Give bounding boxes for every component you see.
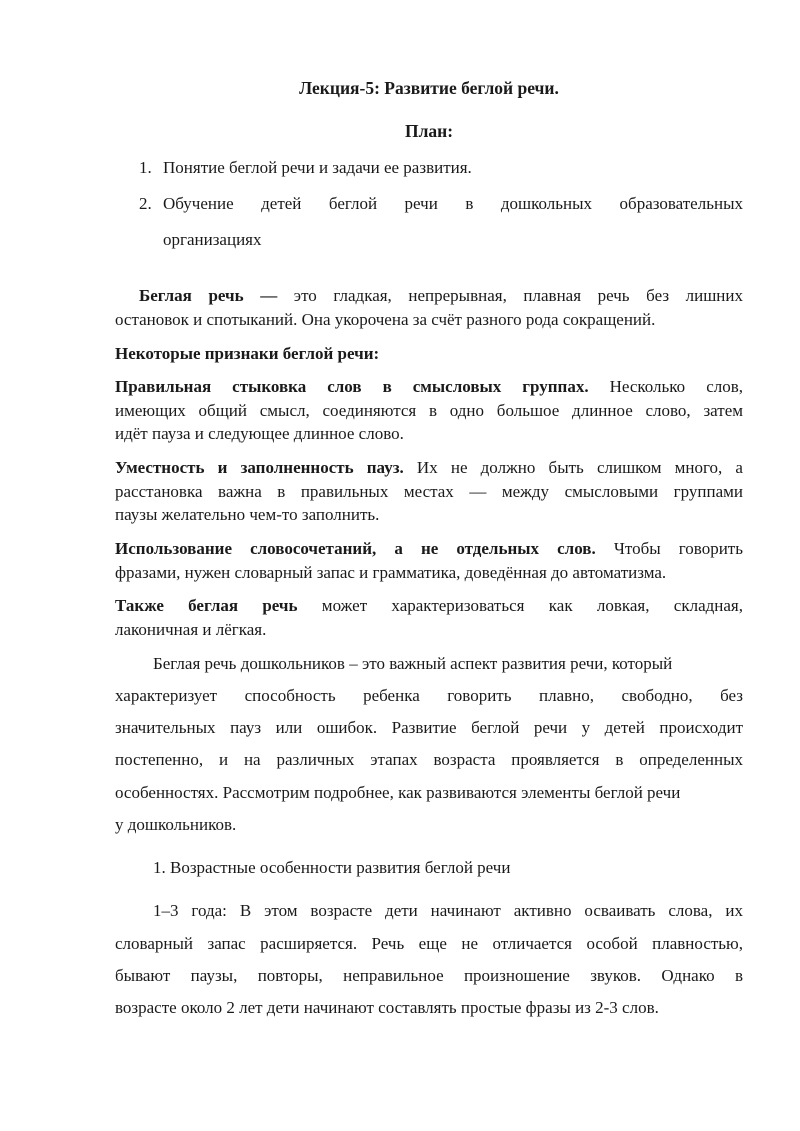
text-line: 1–3 года: В этом возрасте дети начинают активно осваивать слова, их xyxy=(153,901,743,920)
text-line: возрасте около 2 лет дети начинают составлять простые фразы из 2-3 слов. xyxy=(115,998,659,1017)
text-line: фразами, нужен словарный запас и грамматика, доведённая до автоматизма. xyxy=(115,563,667,582)
text-line: Также беглая речь может характеризоваться как ловкая, складная, xyxy=(115,596,743,615)
text-line: Использование словосочетаний, а не отдельных слов. Чтобы говорить xyxy=(115,539,743,558)
text-line: бывают паузы, повторы, неправильное произношение звуков. Однако в xyxy=(115,966,743,985)
text-line: характеризует способность ребенка говорить плавно, свободно, без xyxy=(115,686,743,705)
plan-item-text: Понятие беглой речи и задачи ее развития. xyxy=(163,158,472,177)
plan-item-number: 1. xyxy=(139,158,152,177)
text-line: словарный запас расширяется. Речь еще не отличается особой плавностью, xyxy=(115,934,743,953)
section-heading: 1. Возрастные особенности развития беглой речи xyxy=(153,858,511,877)
text-line: Беглая речь дошкольников – это важный аспект развития речи, который xyxy=(153,654,673,673)
text-line: имеющих общий смысл, соединяются в одно большое длинное слово, затем xyxy=(115,401,743,420)
definition-text: это гладкая, непрерывная, плавная речь без лишних xyxy=(277,286,744,305)
text-line: остановок и спотыканий. Она укорочена за счёт разного рода сокращений. xyxy=(115,310,656,329)
plan-item-text: Обучение детей беглой речи в дошкольных образовательных xyxy=(163,194,743,213)
plan-item-text-continued: организациях xyxy=(163,230,262,249)
text-line: расстановка важна в правильных местах — между смысловыми группами xyxy=(115,482,743,501)
text-line: у дошкольников. xyxy=(115,815,237,834)
text-line: постепенно, и на различных этапах возраста проявляется в определенных xyxy=(115,750,743,769)
sign-term: Использование словосочетаний, а не отдельных слов. xyxy=(115,539,596,558)
text-line: значительных пауз или ошибок. Развитие беглой речи у детей происходит xyxy=(115,718,743,737)
sign-term: Правильная стыковка слов в смысловых группах. xyxy=(115,377,589,396)
text-line: Уместность и заполненность пауз. Их не должно быть слишком много, а xyxy=(115,458,743,477)
plan-heading: План: xyxy=(404,121,454,141)
text-line: Правильная стыковка слов в смысловых группах. Несколько слов, xyxy=(115,377,743,396)
text-line: особенностях. Рассмотрим подробнее, как развиваются элементы беглой речи xyxy=(115,783,681,802)
lecture-title: Лекция-5: Развитие беглой речи. xyxy=(299,78,559,98)
plan-item-number: 2. xyxy=(139,194,152,213)
definition-term: Беглая речь — xyxy=(139,286,278,305)
sign-term: Также беглая речь xyxy=(115,596,298,615)
text-line: лаконичная и лёгкая. xyxy=(115,620,267,639)
text-line: идёт пауза и следующее длинное слово. xyxy=(115,424,404,443)
signs-heading: Некоторые признаки беглой речи: xyxy=(115,344,380,363)
text-line xyxy=(115,286,743,306)
sign-term: Уместность и заполненность пауз. xyxy=(115,458,404,477)
text-line: паузы желательно чем-то заполнить. xyxy=(115,505,380,524)
